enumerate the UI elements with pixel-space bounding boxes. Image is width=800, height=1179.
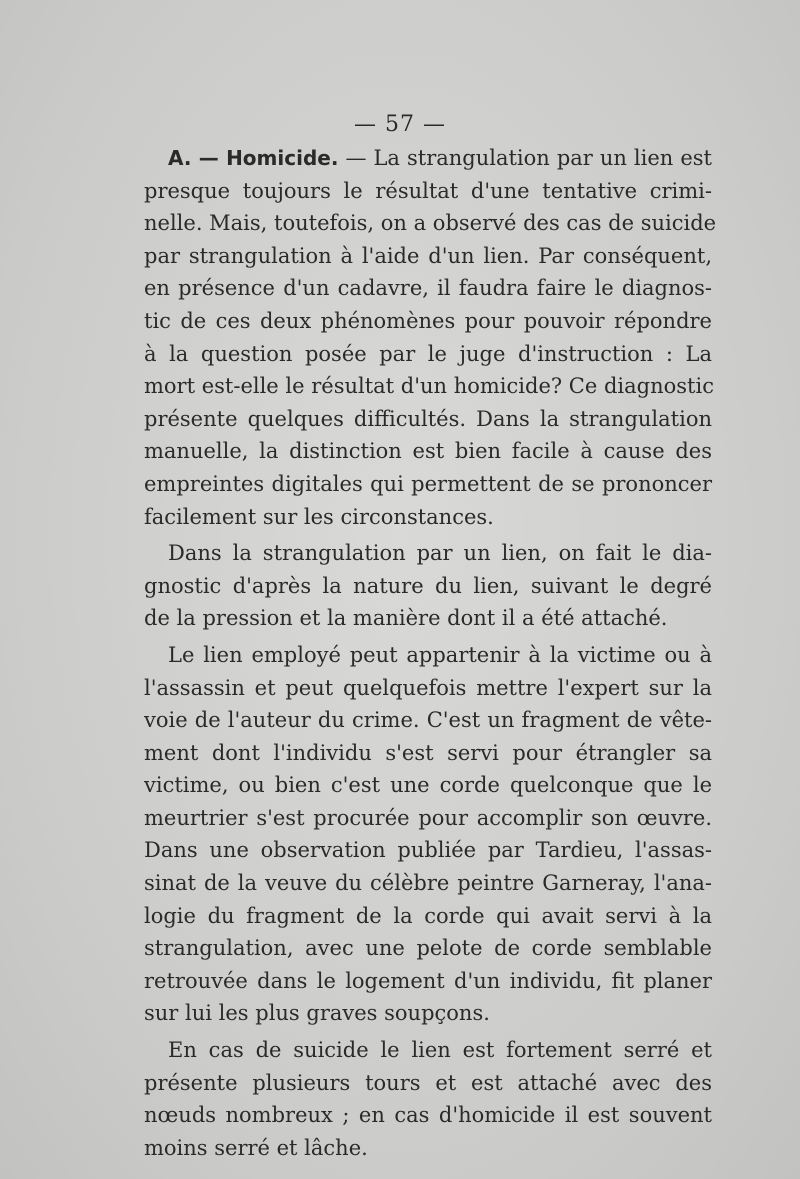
text-line: retrouvée dans le logement d'un individu, fit planer	[144, 968, 712, 993]
text-line: manuelle, la distinction est bien facile à cause des	[144, 439, 712, 464]
text-line: logie du fragment de la corde qui avait servi à la	[144, 903, 712, 928]
text-line: tic de ces deux phénomènes pour pouvoir répondre	[144, 308, 712, 333]
text-line: presque toujours le résultat d'une tentative crimi-	[144, 178, 712, 203]
paragraph	[144, 142, 717, 533]
section-heading: A. — Homicide.	[168, 146, 339, 170]
text-line: En cas de suicide le lien est fortement serré et	[168, 1038, 712, 1063]
text-line: A. — Homicide. — La strangulation par un lien est	[168, 146, 712, 170]
text-line: de la pression et la manière dont il a été attaché.	[144, 606, 668, 631]
text-line: par strangulation à l'aide d'un lien. Par conséquent,	[144, 243, 712, 268]
paragraph	[144, 639, 712, 1030]
text-line: à la question posée par le juge d'instruction : La	[144, 341, 712, 366]
text-line: sinat de la veuve du célèbre peintre Garneray, l'ana-	[144, 871, 712, 896]
text-line: nœuds nombreux ; en cas d'homicide il est souvent	[144, 1103, 712, 1128]
text-line: mort est-elle le résultat d'un homicide? Ce diagnostic	[144, 374, 714, 399]
text-line: meurtrier s'est procurée pour accomplir son œuvre.	[144, 805, 712, 830]
text-line: strangulation, avec une pelote de corde semblable	[144, 936, 712, 961]
text-line: nelle. Mais, toutefois, on a observé des cas de suicide	[144, 211, 717, 236]
text-line: l'assassin et peut quelquefois mettre l'expert sur la	[144, 675, 712, 700]
text-line: ment dont l'individu s'est servi pour étrangler sa	[144, 740, 712, 765]
paragraph	[144, 1034, 712, 1164]
text-line: Dans la strangulation par un lien, on fait le dia-	[168, 541, 712, 566]
text-line: Dans une observation publiée par Tardieu, l'assas-	[144, 838, 712, 863]
text-line: Le lien employé peut appartenir à la victime ou à	[168, 642, 712, 667]
page-number: — 57 —	[354, 112, 446, 137]
body-text	[144, 142, 717, 1164]
paragraph	[144, 537, 712, 635]
text-line: empreintes digitales qui permettent de se prononcer	[144, 471, 712, 496]
text-line: présente quelques difficultés. Dans la strangulation	[144, 406, 712, 431]
text-line: facilement sur les circonstances.	[144, 504, 494, 529]
text-line: présente plusieurs tours et est attaché avec des	[144, 1070, 712, 1095]
text-line: moins serré et lâche.	[144, 1135, 368, 1160]
text-line: en présence d'un cadavre, il faudra faire le diagnos-	[144, 276, 712, 301]
text-line: voie de l'auteur du crime. C'est un fragment de vête-	[144, 708, 712, 733]
text-line: victime, ou bien c'est une corde quelconque que le	[144, 773, 712, 798]
text-line: gnostic d'après la nature du lien, suivant le degré	[144, 573, 712, 598]
text-line: sur lui les plus graves soupçons.	[144, 1001, 490, 1026]
